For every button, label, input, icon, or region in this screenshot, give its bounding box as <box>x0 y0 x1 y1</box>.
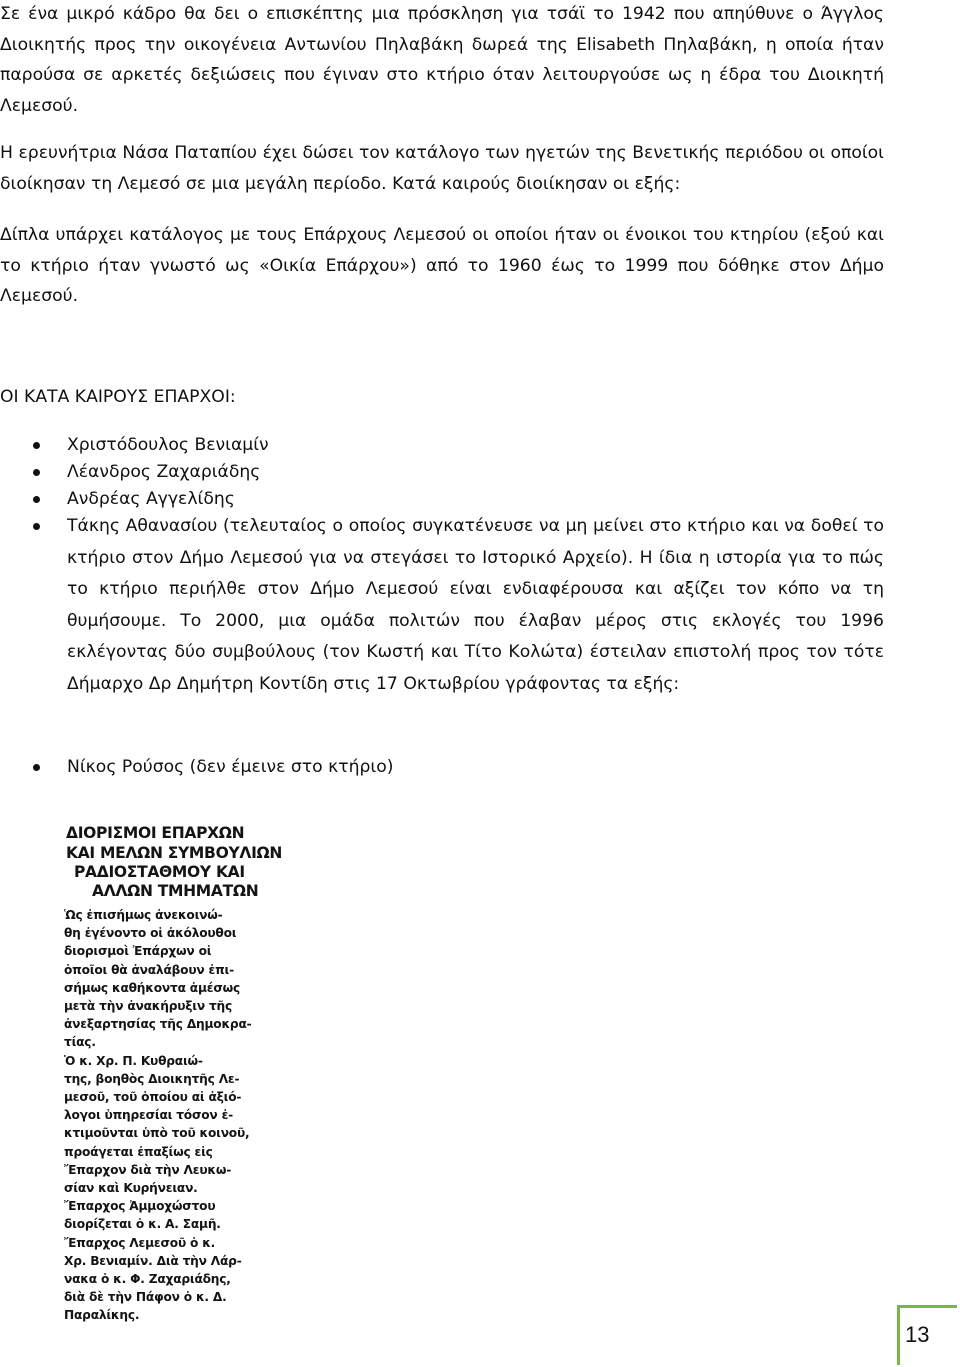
bullet-icon <box>33 442 40 449</box>
newspaper-clipping <box>62 822 284 1323</box>
clipping-headline-line: ΚΑΙ ΜΕΛΩΝ ΣΥΜΒΟΥΛΙΩΝ <box>66 844 283 862</box>
bullet-icon <box>33 523 40 530</box>
paragraph-tea-invitation: Σε ένα μικρό κάδρο θα δει ο επισκέπτης μια πρόσκληση για τσάϊ το 1942 που απηύθυνε ο Άγγλος Διοικητής προς την οικογένεια Αντωνίου Πηλαβάκη δωρεά της Elisabeth Πηλαβάκη, η οποία ήταν παρούσα σε αρκετές δεξιώσεις που έγιναν στο κτήριο όταν λειτουργούσε ως η έδρα του Διοικητή Λεμεσού. <box>0 4 884 116</box>
bullet-icon <box>33 469 40 476</box>
clipping-headline-line: ΔΙΟΡΙΣΜΟΙ ΕΠΑΡΧΩΝ <box>66 824 245 842</box>
list-item: Ανδρέας Αγγελίδης <box>0 484 884 514</box>
list-item: Νίκος Ρούσος (δεν έμεινε στο κτήριο) <box>0 752 884 782</box>
section-heading: ΟΙ ΚΑΤΑ ΚΑΙΡΟΥΣ ΕΠΑΡΧΟΙ: <box>0 387 236 407</box>
page-number: 13 <box>905 1322 930 1347</box>
bullet-icon <box>33 496 40 503</box>
prefects-list-continued <box>0 752 884 779</box>
list-item: Χριστόδουλος Βενιαμίν <box>0 430 884 460</box>
paragraph-prefects-list-intro: Δίπλα υπάρχει κατάλογος με τους Επάρχους Λεμεσού οι οποίοι ήταν οι ένοικοι του κτηρίου (εξού και το κτήριο ήταν γνωστό ως «Οικία Επάρχου») από το 1960 έως το 1999 που δόθηκε στον Δήμο Λεμεσού. <box>0 225 884 306</box>
paragraph-venetian-leaders: Η ερευνήτρια Νάσα Παταπίου έχει δώσει τον κατάλογο των ηγετών της Βενετικής περιόδου οι οποίοι διοίκησαν τη Λεμεσό σε μια μεγάλη περίοδο. Κατά καιρούς διοιίκησαν οι εξής: <box>0 143 884 194</box>
bullet-icon <box>33 764 40 771</box>
list-item: Τάκης Αθανασίου (τελευταίος ο οποίος συγκατένευσε να μη μείνει στο κτήριο και να δοθεί το κτήριο στον Δήμο Λεμεσού για να στεγάσει το Ιστορικό Αρχείο). Η ίδια η ιστορία για το πώς το κτήριο περιήλθε στον Δήμο Λεμεσού είναι ενδιαφέρουσα και αξίζει τον κόπο να τη θυμήσουμε. Το 2000, μια ομάδα πολιτών που έλαβαν μέρος στις εκλογές του 1996 εκλέγοντας δύο συμβούλους (τον Κωστή και Τίτο Κολώτα) έστειλαν επιστολή προς τον τότε Δήμαρχο Δρ Δημήτρη Κοντίδη στις 17 Οκτωβρίου γράφοντας τα εξής: <box>0 511 884 700</box>
clipping-body: Ὡς ἐπισήμως ἀνεκοινώ- θη ἐγένοντο οἱ ἀκόλουθοι διορισμοὶ Ἐπάρχων οἱ ὁποῖοι θὰ ἀναλάβουν ἐπι- σήμως καθήκοντα ἀμέσως μετὰ τὴν ἀνακήρυξιν τῆς ἀνεξαρτησίας τῆς Δημοκρα- τίας. Ὁ κ. Χρ. Π. Κυθραιώ- της, βοηθὸς Διοικητῆς Λε- μεσοῦ, τοῦ ὁποίου αἱ ἀξιό- λογοι ὑπηρεσίαι τόσον ἐ- κτιμοῦνται ὑπὸ τοῦ κοινοῦ, προάγεται ἐπαξίως εἰς Ἔπαρχον διὰ τὴν Λευκω- σίαν καὶ Κυρήνειαν. Ἔπαρχος Ἀμμοχώστου διορίζεται ὁ κ. Α. Σαμῆ. Ἔπαρχος Λεμεσοῦ ὁ κ. Χρ. Βενιαμίν. Διὰ τὴν Λάρ- νακα ὁ κ. Φ. Ζαχαριάδης, διὰ δὲ τὴν Πάφον ὁ κ. Δ. Παραλίκης. <box>64 908 252 1323</box>
prefects-list <box>0 430 884 697</box>
clipping-headline-line: ΡΑΔΙΟΣΤΑΘΜΟΥ ΚΑΙ <box>74 863 245 881</box>
list-item: Λέανδρος Ζαχαριάδης <box>0 457 884 487</box>
clipping-headline-line: ΑΛΛΩΝ ΤΜΗΜΑΤΩΝ <box>92 882 259 900</box>
